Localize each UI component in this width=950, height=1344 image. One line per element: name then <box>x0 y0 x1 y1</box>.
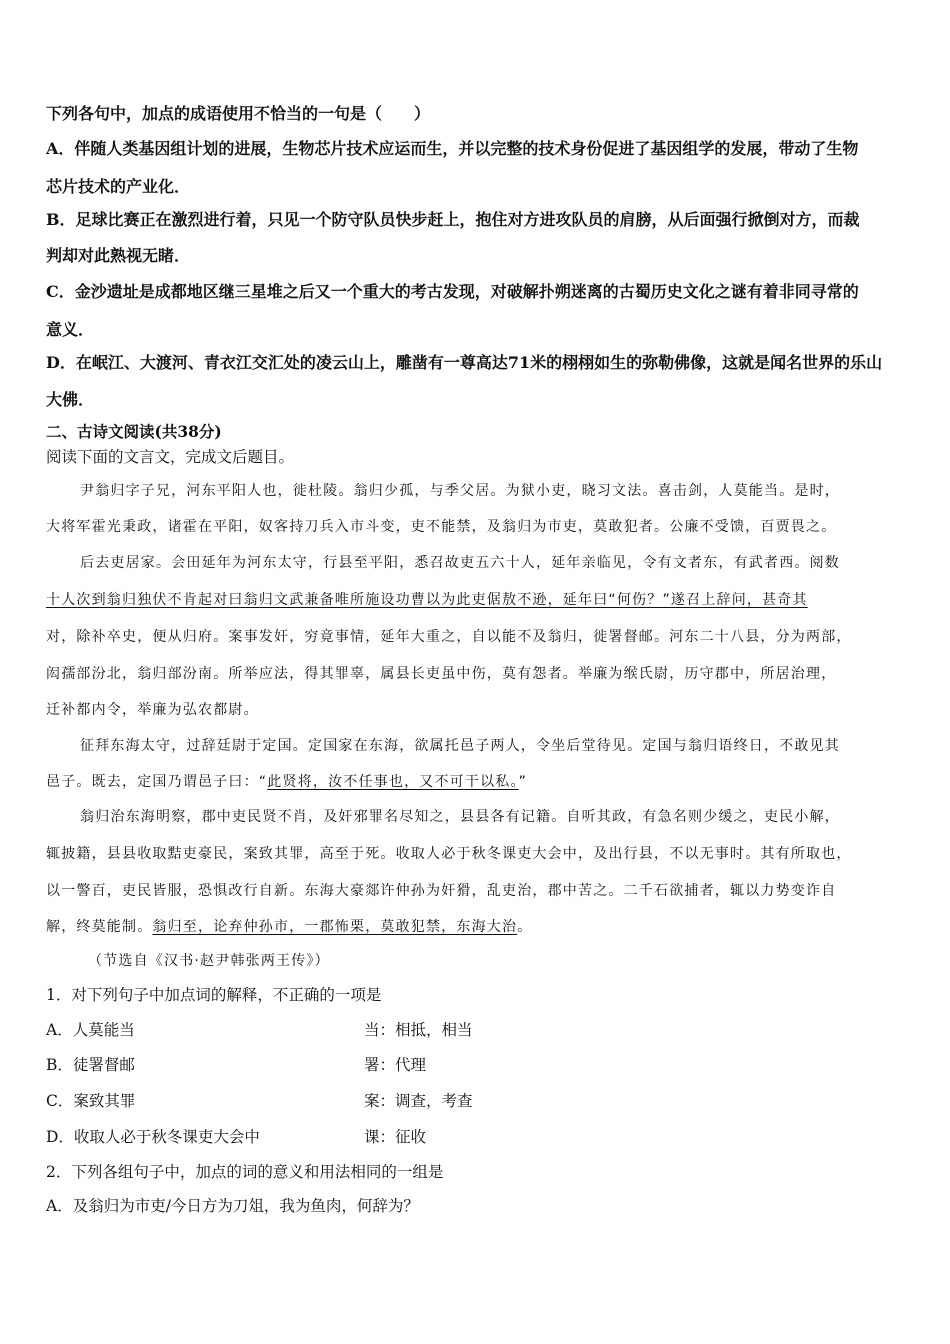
q1-option-c-text: C．案致其罪 <box>46 1092 136 1110</box>
passage-p2-line1: 后去吏居家。会田延年为河东太守，行县至平阳，悉召故吏五六十人，延年亲临见，令有文者东，有武者西。阅数 <box>80 555 840 571</box>
q1-option-c-explanation: 案：调查，考查 <box>364 1092 473 1110</box>
passage-p3-line1: 征拜东海太守，过辞廷尉于定国。定国家在东海，欲属托邑子两人，令坐后堂待见。定国与翁归语终日，不敢见其 <box>80 738 840 754</box>
q1-stem: 1．对下列句子中加点词的解释，不正确的一项是 <box>46 986 382 1004</box>
option-a-line2: 芯片技术的产业化． <box>46 177 191 196</box>
passage-p1-line1: 尹翁归字子兄，河东平阳人也，徙杜陵。翁归少孤，与季父居。为狱小吏，晓习文法。喜击剑，人莫能当。是时， <box>80 483 840 499</box>
option-c-line2: 意义． <box>46 320 95 339</box>
q1-option-a-text: A．人莫能当 <box>46 1021 135 1039</box>
q1-option-a <box>46 1018 916 1040</box>
q1-option-d-explanation: 课：征收 <box>364 1128 427 1146</box>
section-title: 二、古诗文阅读(共38分) <box>46 422 222 441</box>
passage-p4-line2: 辄披籍，县县收取黠吏豪民，案致其罪，高至于死。收取人必于秋冬课吏大会中，及出行县，不以无事时。其有所取也， <box>46 846 852 862</box>
passage-p2-line3: 对，除补卒史，便从归府。案事发奸，穷竟事情，延年大重之，自以能不及翁归，徙署督邮。河东二十八县，分为两部， <box>46 629 852 645</box>
passage-p4-line4-pre: 解，终莫能制。 <box>46 919 153 935</box>
passage-p4-line4 <box>46 916 916 936</box>
reading-instruction: 阅读下面的文言文，完成文后题目。 <box>46 448 295 466</box>
passage-p1-line2: 大将军霍光秉政，诸霍在平阳，奴客持刀兵入市斗变，吏不能禁，及翁归为市吏，莫敢犯者。公廉不受馈，百贾畏之。 <box>46 519 837 535</box>
option-d-line1: D．在岷江、大渡河、青衣江交汇处的凌云山上，雕凿有一尊高达71米的栩栩如生的弥勒佛像，这就是闻名世界的乐山 <box>46 353 883 372</box>
q1-option-d <box>46 1125 916 1147</box>
q2-stem: 2．下列各组句子中，加点的词的意义和用法相同的一组是 <box>46 1163 444 1181</box>
q1-option-d-text: D．收取人必于秋冬课吏大会中 <box>46 1128 260 1146</box>
option-b-line2: 判却对此熟视无睹． <box>46 246 191 265</box>
q1-option-b-text: B．徒署督邮 <box>46 1056 135 1074</box>
question-intro: 下列各句中，加点的成语使用不恰当的一句是（ ） <box>46 104 431 123</box>
q1-option-b <box>46 1053 916 1075</box>
passage-p4-line4-post: 。 <box>517 919 533 935</box>
option-d-line2: 大佛． <box>46 390 95 409</box>
passage-p3-line2-post: ” <box>518 774 528 790</box>
passage-p4-line1: 翁归治东海明察，郡中吏民贤不肖，及奸邪罪名尽知之，县县各有记籍。自听其政，有急名则少缓之，吏民小解， <box>80 809 840 825</box>
option-b-line1: B．足球比赛正在激烈进行着，只见一个防守队员快步赶上，抱住对方进攻队员的肩膀，从后面强行掀倒对方，而裁 <box>46 210 860 229</box>
passage-p4-line3: 以一警百，吏民皆服，恐惧改行自新。东海大豪郯许仲孙为奸猾，乱吏治，郡中苦之。二千石欲捕者，辄以力势变诈自 <box>46 883 837 899</box>
q1-option-b-explanation: 署：代理 <box>364 1056 427 1074</box>
passage-p2-line2: 十人次到翁归独伏不肯起对曰翁归文武兼备唯所施设功曹以为此吏倨敖不逊，延年曰“何伤？”遂召上辞问，甚奇其 <box>46 592 808 608</box>
passage-p3-line2-pre: 邑子。既去，定国乃谓邑子曰：“ <box>46 774 268 790</box>
option-c-line1: C．金沙遗址是成都地区继三星堆之后又一个重大的考古发现，对破解扑朔迷离的古蜀历史文化之谜有着非同寻常的 <box>46 282 859 301</box>
passage-p2-line5: 迁补都内令，举廉为弘农都尉。 <box>46 702 259 718</box>
option-a-line1: A．伴随人类基因组计划的进展，生物芯片技术应运而生，并以完整的技术身份促进了基因组学的发展，带动了生物 <box>46 139 859 158</box>
q1-option-c <box>46 1089 916 1111</box>
passage-underlined-sentence-1: 此贤将，汝不任事也，又不可干以私。 <box>267 774 519 790</box>
passage-p3-line2 <box>46 771 916 791</box>
passage-source: （节选自《汉书·赵尹韩张两王传》） <box>88 953 330 969</box>
q1-option-a-explanation: 当：相抵，相当 <box>364 1021 473 1039</box>
passage-underlined-sentence-2: 翁归至，论弃仲孙市，一郡怖栗，莫敢犯禁，东海大治 <box>152 919 518 935</box>
q2-option-a: A．及翁归为市吏/今日方为刀俎，我为鱼肉，何辞为？ <box>46 1197 419 1215</box>
passage-p2-line4: 闳孺部汾北，翁归部汾南。所举应法，得其罪辜，属县长吏虽中伤，莫有怨者。举廉为缑氏尉，历守郡中，所居治理， <box>46 666 837 682</box>
